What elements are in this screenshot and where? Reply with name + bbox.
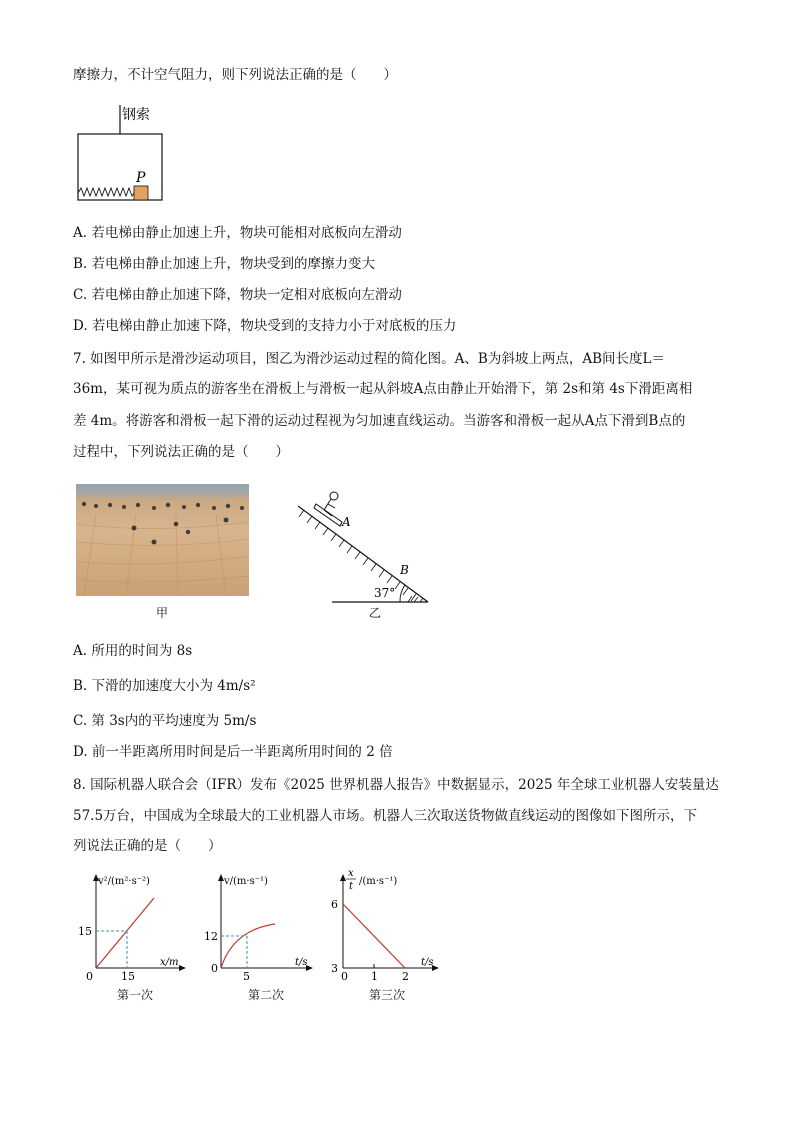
- slope-caption: 乙: [369, 606, 382, 620]
- graph3-ylabel-den: t: [349, 881, 354, 892]
- graph1-xval: 15: [121, 970, 135, 983]
- q6-option-d: D. 若电梯由静止加速下降，物块受到的支持力小于对底板的压力: [73, 318, 457, 334]
- q6-option-b: B. 若电梯由静止加速上升，物块受到的摩擦力变大: [73, 256, 376, 272]
- slope-diagram: [290, 488, 440, 613]
- photo-caption: 甲: [156, 606, 169, 620]
- graph2-xlabel: t/s: [295, 957, 308, 968]
- q7-stem-line-4: 过程中，下列说法正确的是（ ）: [73, 444, 289, 460]
- q6-stem-tail: 摩擦力，不计空气阻力，则下列说法正确的是（ ）: [73, 67, 397, 83]
- graph3-xlabel: t/s: [421, 957, 434, 968]
- q7-option-b: B. 下滑的加速度大小为 4m/s²: [73, 678, 256, 694]
- graph3-ylabel-num: x: [348, 868, 354, 879]
- graph2-caption: 第二次: [248, 988, 285, 1002]
- graph2-xval: 5: [243, 970, 250, 983]
- angle-label: 37°: [374, 586, 396, 600]
- point-b-label: B: [400, 563, 409, 577]
- graph3-x2: 2: [402, 970, 409, 983]
- q8-stem-line-2: 57.5万台，中国成为全球最大的工业机器人市场。机器人三次取送货物做直线运动的图像如下图所示，下: [73, 808, 698, 824]
- q7-stem-line-3: 差 4m。将游客和滑板一起下滑的运动过程视为匀加速直线运动。当游客和滑板一起从A点下滑到B点的: [73, 413, 686, 429]
- q6-option-c: C. 若电梯由静止加速下降，物块一定相对底板向左滑动: [73, 287, 402, 303]
- graph3-caption: 第三次: [369, 988, 406, 1002]
- q7-stem-line-2: 36m，某可视为质点的游客坐在滑板上与滑板一起从斜坡A点由静止开始滑下，第 2s和第 4s下滑距离相: [73, 381, 693, 397]
- graph3-ybottom: 3: [331, 962, 338, 975]
- q8-stem-line-1: 8. 国际机器人联合会（IFR）发布《2025 世界机器人报告》中数据显示，2025 年全球工业机器人安装量达: [73, 777, 719, 793]
- graph3-ylabel-unit: /(m·s⁻¹): [359, 876, 398, 887]
- sand-sliding-photo: [76, 484, 249, 596]
- q7-stem-line-1: 7. 如图甲所示是滑沙运动项目，图乙为滑沙运动过程的简化图。A、B为斜坡上两点，AB间长度L＝: [73, 351, 665, 367]
- block-label: P: [136, 170, 146, 186]
- q7-option-d: D. 前一半距离所用时间是后一半距离所用时间的 2 倍: [73, 744, 393, 760]
- graph3-ytop: 6: [331, 898, 338, 911]
- graph-third: [325, 864, 445, 984]
- graph1-yval: 15: [78, 925, 92, 938]
- graph-second: [203, 868, 318, 984]
- elevator-figure: [74, 100, 184, 204]
- graph2-ylabel: v/(m·s⁻¹): [224, 876, 268, 887]
- q6-option-a: A. 若电梯由静止加速上升，物块可能相对底板向左滑动: [73, 225, 402, 241]
- graph3-xorigin: 0: [341, 970, 348, 983]
- q7-option-a: A. 所用的时间为 8s: [73, 643, 193, 659]
- q8-stem-line-3: 列说法正确的是（ ）: [73, 838, 222, 854]
- q7-option-c: C. 第 3s内的平均速度为 5m/s: [73, 713, 257, 729]
- cable-label: 钢索: [122, 107, 150, 123]
- graph3-x1: 1: [371, 970, 378, 983]
- graph2-yval: 12: [204, 930, 218, 943]
- graph-first: [78, 868, 188, 984]
- graph2-origin: 0: [211, 962, 218, 975]
- graph1-ylabel: v²/(m²·s⁻²): [98, 876, 150, 887]
- point-a-label: A: [342, 515, 351, 529]
- graph1-caption: 第一次: [117, 988, 154, 1002]
- graph1-origin: 0: [86, 970, 93, 983]
- graph1-xlabel: x/m: [160, 957, 179, 968]
